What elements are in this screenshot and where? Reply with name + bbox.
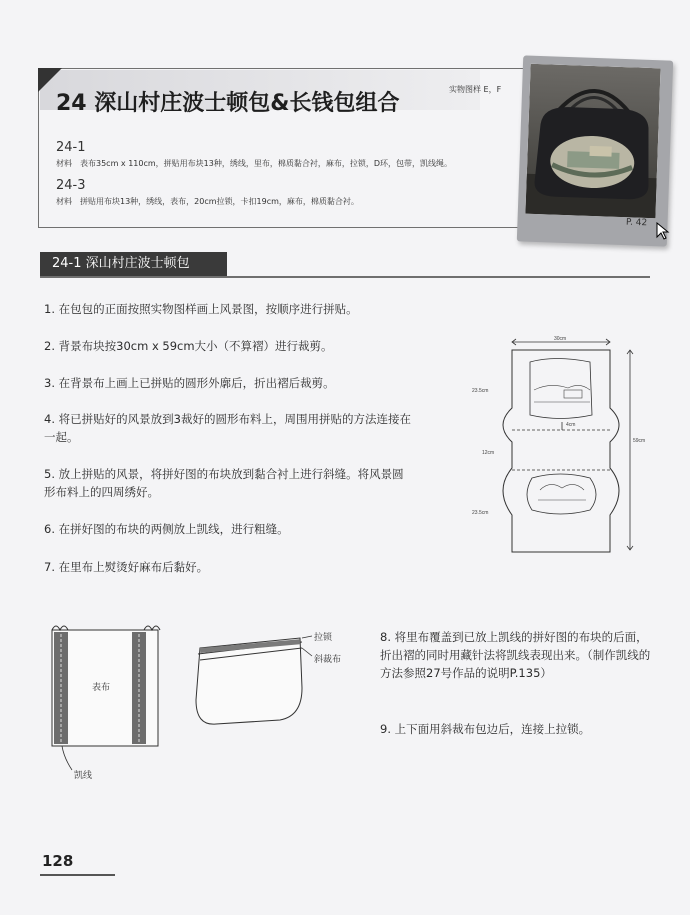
section-label: 24-1 深山村庄波士顿包 — [40, 252, 227, 276]
page-number: 128 — [42, 852, 74, 870]
page-number-rule — [40, 874, 115, 876]
assembly-diagram — [40, 618, 370, 788]
step-1: 1. 在包包的正面按照实物图样画上风景图，按顺序进行拼贴。 — [44, 302, 358, 316]
pattern-note: 实物图样 E，F — [449, 85, 502, 94]
bottom-circle-label: 23.5cm — [472, 510, 489, 516]
step-6: 6. 在拼好图的布块的两侧放上凯线，进行粗缝。 — [44, 522, 289, 536]
materials-24-3: 材料 拼贴用布块13种，绣线，表布，20cm拉锁，卡扣19cm，麻布，棉质黏合衬。 — [56, 197, 359, 206]
photo-page-ref: P. 42 — [625, 217, 648, 229]
step-3: 3. 在背景布上画上已拼贴的圆形外廓后，折出褶后裁剪。 — [44, 376, 335, 390]
step-2: 2. 背景布块按30cm x 59cm大小（不算褶）进行裁剪。 — [44, 339, 333, 353]
part-id-24-1: 24-1 — [56, 140, 86, 155]
materials-24-1: 材料 表布35cm x 110cm，拼贴用布块13种，绣线，里布，棉质黏合衬，麻布，拉锁，D环，包带，凯线绳。 — [56, 159, 452, 168]
page-title: 24 深山村庄波士顿包&长钱包组合 — [56, 91, 400, 116]
step-8: 8. 将里布覆盖到已放上凯线的拼好图的布块的后面，折出褶的同时用藏针法将凯线表现出来。（制作凯线的方法参照27号作品的说明P.135） — [380, 630, 651, 680]
step-7: 7. 在里布上熨烫好麻布后黏好。 — [44, 560, 209, 574]
piping-label: 凯线 — [74, 771, 93, 781]
width-label: 30cm — [554, 336, 567, 342]
bias-tape-label: 斜裁布 — [314, 655, 342, 665]
part-id-24-3: 24-3 — [56, 178, 86, 193]
middle-label: 12cm — [482, 450, 495, 456]
section-rule — [40, 276, 650, 278]
bag-photo — [525, 64, 660, 218]
zipper-label: 拉锁 — [314, 633, 333, 643]
gap-label: 4cm — [566, 422, 576, 428]
fabric-label: 表布 — [92, 683, 111, 693]
height-label: 59cm — [633, 438, 646, 444]
step-9: 9. 上下面用斜裁布包边后，连接上拉锁。 — [380, 722, 591, 736]
step-5: 5. 放上拼贴的风景，将拼好图的布块放到黏合衬上进行斜缝。将风景圆形布料上的四周绣好。 — [44, 467, 404, 499]
cursor-arrow-icon — [656, 222, 670, 244]
cutting-diagram — [470, 330, 650, 560]
top-circle-label: 23.5cm — [472, 388, 489, 394]
step-4: 4. 将已拼贴好的风景放到3裁好的圆形布料上，周围用拼贴的方法连接在一起。 — [44, 412, 411, 444]
